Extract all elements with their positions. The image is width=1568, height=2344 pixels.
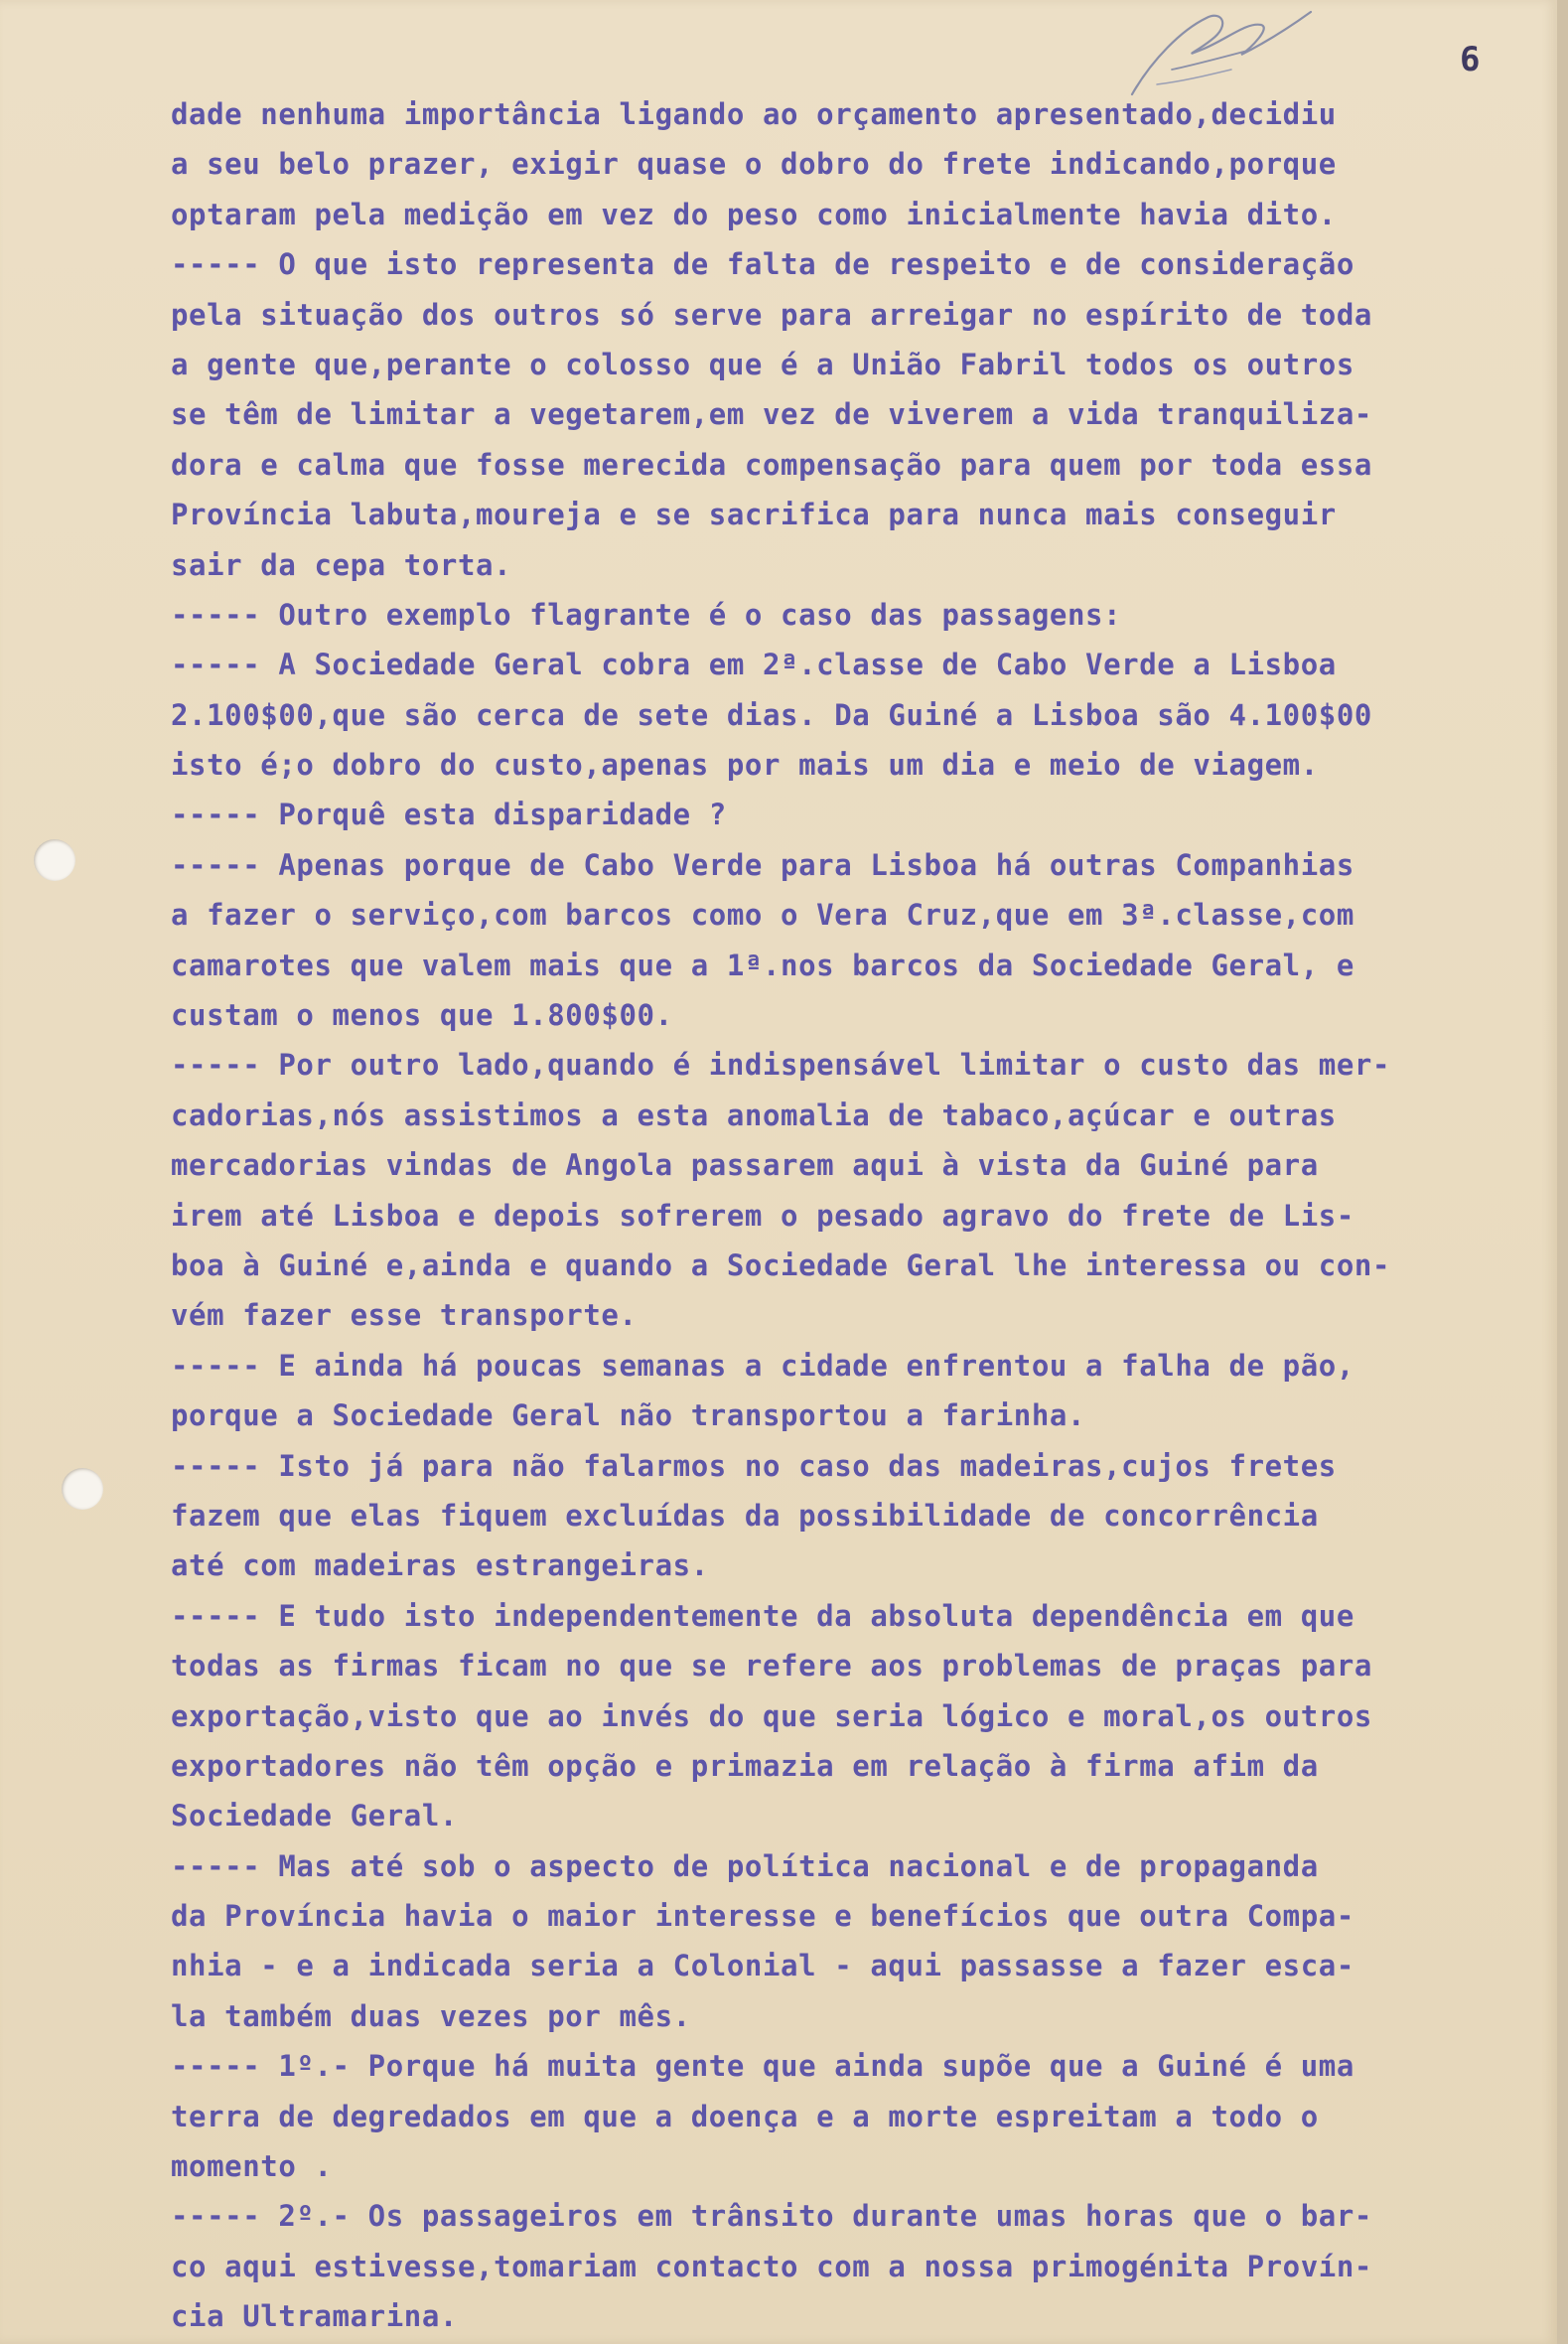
text-line: ----- Porquê esta disparidade ? [171, 798, 727, 832]
text-line: ----- 1º.- Porque há muita gente que ainda supõe que a Guiné é uma [171, 2049, 1354, 2084]
text-line: optaram pela medição em vez do peso como inicialmente havia dito. [171, 197, 1337, 231]
text-line: a fazer o serviço,com barcos como o Vera Cruz,que em 3ª.classe,com [171, 898, 1354, 933]
text-line: mercadorias vindas de Angola passarem aqui à vista da Guiné para [171, 1148, 1319, 1183]
page-number: 6 [1460, 40, 1481, 79]
typewritten-text [171, 89, 1551, 2342]
text-line: ----- Por outro lado,quando é indispensável limitar o custo das mer- [171, 1048, 1391, 1083]
text-line: nhia - e a indicada seria a Colonial - aqui passasse a fazer esca- [171, 1949, 1354, 1983]
text-line: ----- Isto já para não falarmos no caso das madeiras,cujos fretes [171, 1448, 1337, 1483]
text-line: dade nenhuma importância ligando ao orçamento apresentado,decidiu [171, 97, 1337, 131]
text-line: boa à Guiné e,ainda e quando a Sociedade Geral lhe interessa ou con- [171, 1247, 1391, 1282]
text-line: a gente que,perante o colosso que é a União Fabril todos os outros [171, 347, 1354, 381]
text-line: isto é;o dobro do custo,apenas por mais um dia e meio de viagem. [171, 748, 1319, 783]
text-line: todas as firmas ficam no que se refere aos problemas de praças para [171, 1649, 1372, 1684]
text-line: ----- E tudo isto independentemente da absoluta dependência em que [171, 1598, 1354, 1633]
text-line: terra de degredados em que a doença e a morte espreitam a todo o [171, 2099, 1319, 2133]
punch-hole [62, 1468, 103, 1510]
text-line: ----- Mas até sob o aspecto de política nacional e de propaganda [171, 1848, 1319, 1883]
page-edge [1557, 0, 1568, 2344]
text-line: ----- A Sociedade Geral cobra em 2ª.classe de Cabo Verde a Lisboa [171, 648, 1337, 682]
text-line: exportação,visto que ao invés do que seria lógico e moral,os outros [171, 1698, 1372, 1733]
text-line: camarotes que valem mais que a 1ª.nos barcos da Sociedade Geral, e [171, 948, 1354, 982]
text-line: irem até Lisboa e depois sofrerem o pesado agravo do frete de Lis- [171, 1198, 1354, 1233]
text-line: cadorias,nós assistimos a esta anomalia de tabaco,açúcar e outras [171, 1098, 1337, 1132]
text-line: dora e calma que fosse merecida compensação para quem por toda essa [171, 447, 1372, 482]
text-line: fazem que elas fiquem excluídas da possibilidade de concorrência [171, 1498, 1319, 1533]
text-line: a seu belo prazer, exigir quase o dobro do frete indicando,porque [171, 147, 1337, 182]
text-line: vém fazer esse transporte. [171, 1298, 638, 1333]
text-line: ----- Outro exemplo flagrante é o caso das passagens: [171, 597, 1122, 632]
text-line: Sociedade Geral. [171, 1799, 458, 1833]
text-line: 2.100$00,que são cerca de sete dias. Da Guiné a Lisboa são 4.100$00 [171, 697, 1372, 732]
text-line: da Província havia o maior interesse e benefícios que outra Compa- [171, 1899, 1354, 1934]
text-line: até com madeiras estrangeiras. [171, 1548, 709, 1583]
text-line: momento . [171, 2149, 333, 2184]
text-line: custam o menos que 1.800$00. [171, 998, 673, 1033]
text-line: pela situação dos outros só serve para arreigar no espírito de toda [171, 297, 1372, 332]
text-line: porque a Sociedade Geral não transportou a farinha. [171, 1398, 1086, 1433]
text-line: Província labuta,moureja e se sacrifica para nunca mais conseguir [171, 498, 1337, 532]
text-line: se têm de limitar a vegetarem,em vez de viverem a vida tranquiliza- [171, 397, 1372, 432]
punch-hole [34, 839, 75, 881]
text-line: ----- O que isto representa de falta de respeito e de consideração [171, 247, 1354, 282]
text-line: sair da cepa torta. [171, 547, 512, 582]
text-line: ----- Apenas porque de Cabo Verde para Lisboa há outras Companhias [171, 847, 1354, 882]
text-line: exportadores não têm opção e primazia em relação à firma afim da [171, 1748, 1319, 1783]
text-line: ----- E ainda há poucas semanas a cidade enfrentou a falha de pão, [171, 1348, 1354, 1383]
text-line: co aqui estivesse,tomariam contacto com a nossa primogénita Provín- [171, 2249, 1372, 2283]
text-line: cia Ultramarina. [171, 2299, 458, 2334]
text-line: la também duas vezes por mês. [171, 1998, 691, 2033]
text-line: ----- 2º.- Os passageiros em trânsito durante umas horas que o bar- [171, 2199, 1372, 2234]
